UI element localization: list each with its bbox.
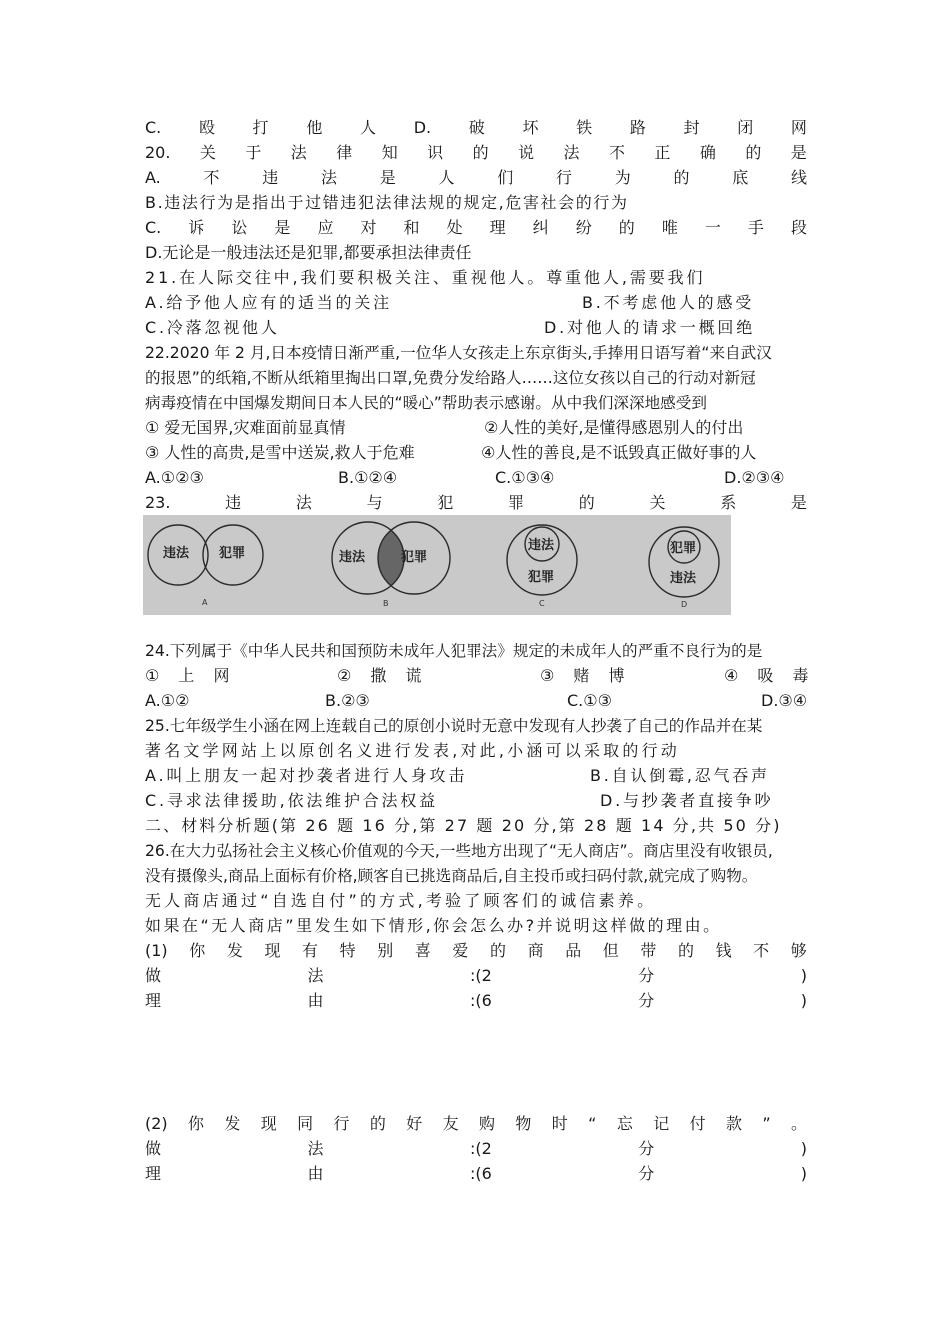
q23-stem-token: 法 (295, 493, 312, 512)
q20-stem-token: 法 (290, 143, 307, 162)
q20-option-a-token: 违 (262, 168, 279, 187)
q20-option-c-token: 纠 (532, 218, 549, 237)
q26-sub-2-token: (2) (145, 1114, 168, 1133)
q20-option-a-token: A. (145, 168, 161, 187)
q20-option-a-token: 人 (438, 168, 455, 187)
option-a-caption: A (202, 598, 208, 607)
q24-answer-a: A.①② (145, 691, 190, 710)
q26-sub-1-token: 发 (226, 941, 243, 960)
q26-sub-2-reason-token: 理 (145, 1164, 162, 1183)
q22-option-1: ① 爱无国界,灾难面前显真情 (145, 418, 346, 437)
q26-sub-1-token: 带 (640, 941, 657, 960)
q19-options-cd-token: 闭 (737, 118, 754, 137)
q20-stem-token: 的 (472, 143, 489, 162)
q26-sub-1-token: 商 (527, 941, 544, 960)
q20-stem-token: 识 (427, 143, 444, 162)
q25-option-d: D.与抄袭者直接争吵 (600, 791, 774, 810)
option-a-right-label: 犯罪 (219, 546, 246, 561)
q26-sub-2-token: 购 (479, 1114, 496, 1133)
q22-option-4: ④人性的善良,是不诋毁真正做好事的人 (481, 443, 757, 462)
q19-options-cd (145, 116, 807, 140)
q24-option-1: ① 上 网 (145, 666, 230, 685)
q23-stem-token: 违 (225, 493, 242, 512)
q26-sub-2-token: 忘 (616, 1114, 633, 1133)
q26-sub-1-token: 的 (677, 941, 694, 960)
option-c-inner-label: 违法 (528, 538, 555, 553)
q26-sub-2-method-token: ) (800, 1139, 807, 1158)
q26-sub-2-reason (145, 1162, 807, 1186)
q20-option-a-token: 底 (732, 168, 749, 187)
q19-options-cd-token: 路 (629, 118, 646, 137)
q20-stem (145, 141, 807, 165)
q20-option-a-token: 的 (673, 168, 690, 187)
q23-stem-token: 与 (366, 493, 383, 512)
q26-sub-2-method-token: 做 (145, 1139, 162, 1158)
q26-sub-1-reason-token: :(6 (469, 991, 492, 1010)
q20-option-c-token: C. (145, 218, 162, 237)
q26-sub-2-reason-token: ) (800, 1164, 807, 1183)
q26-sub-2-token: 时 (551, 1114, 568, 1133)
q26-sub-2 (145, 1112, 807, 1136)
option-d-outer-circle (649, 527, 719, 597)
q26-sub-1-token: 特 (339, 941, 356, 960)
q26-sub-2-token: 付 (689, 1114, 706, 1133)
q24-option-4: ④ 吸 毒 (724, 666, 809, 685)
q24-stem: 24.下列属于《中华人民共和国预防未成年人犯罪法》规定的未成年人的严重不良行为的是 (145, 642, 763, 660)
q26-sub-1-method-token: ) (800, 966, 807, 985)
q26-sub-2-method-token: 法 (307, 1139, 324, 1158)
venn-diagram-svg (143, 515, 731, 615)
q19-options-cd-token: 打 (252, 118, 269, 137)
q26-sub-1-token: 爱 (452, 941, 469, 960)
option-c-outer-label: 犯罪 (528, 570, 555, 585)
option-d-outer-label: 违法 (670, 571, 697, 586)
q20-option-c-token: 手 (747, 218, 764, 237)
q26-sub-2-token: 款 (725, 1114, 742, 1133)
q23-stem-token: 犯 (437, 493, 454, 512)
q19-options-cd-token: 人 (360, 118, 377, 137)
q24-option-2: ② 撒 谎 (337, 666, 422, 685)
q26-sub-1-reason-token: 分 (638, 991, 655, 1010)
q20-stem-token: 确 (699, 143, 716, 162)
q20-option-a-token: 是 (379, 168, 396, 187)
q26-sub-2-token: 友 (442, 1114, 459, 1133)
q26-sub-2-token: 发 (224, 1114, 241, 1133)
q26-sub-2-token: 的 (369, 1114, 386, 1133)
q20-option-a-token: 线 (790, 168, 807, 187)
q26-stem-line-1: 26.在大力弘扬社会主义核心价值观的今天,一些地方出现了“无人商店”。商店里没有收银员, (145, 842, 773, 860)
q26-stem-line-3: 无人商店通过“自选自付”的方式,考验了顾客们的诚信素养。 (145, 891, 657, 910)
q20-option-c-token: 讼 (231, 218, 248, 237)
q20-option-c-token: 一 (704, 218, 721, 237)
q23-stem-token: 的 (578, 493, 595, 512)
q19-options-cd-token: 网 (790, 118, 807, 137)
q26-sub-2-token: 记 (653, 1114, 670, 1133)
q20-option-c-token: 纷 (575, 218, 592, 237)
q26-sub-2-reason-token: 分 (638, 1164, 655, 1183)
option-b-right-label: 犯罪 (401, 550, 428, 565)
q21-option-c: C.冷落忽视他人 (145, 318, 280, 337)
q26-sub-1-reason (145, 989, 807, 1013)
q20-stem-token: 正 (654, 143, 671, 162)
q20-stem-token: 律 (336, 143, 353, 162)
q26-sub-2-token: 。 (790, 1114, 807, 1133)
q26-sub-1-reason-token: ) (800, 991, 807, 1010)
q20-option-c-token: 和 (403, 218, 420, 237)
q26-sub-2-token: “ (588, 1114, 597, 1133)
q25-stem-line-2: 著名文学网站上以原创名义进行发表,对此,小涵可以采取的行动 (145, 741, 680, 760)
q20-stem-token: 说 (518, 143, 535, 162)
q20-option-c-token: 理 (489, 218, 506, 237)
q21-option-b: B.不考虑他人的感受 (582, 293, 755, 312)
section-2-heading: 二、材料分析题(第 26 题 16 分,第 27 题 20 分,第 28 题 14 分,共 50 分) (145, 816, 782, 835)
q25-stem-line-1: 25.七年级学生小涵在网上连载自己的原创小说时无意中发现有人抄袭了自己的作品并在某 (145, 717, 763, 735)
q26-sub-2-method (145, 1137, 807, 1161)
q26-sub-1-token: (1) (145, 941, 168, 960)
q26-sub-1-token: 有 (302, 941, 319, 960)
q26-sub-2-method-token: :(2 (469, 1139, 492, 1158)
q20-option-a-token: 法 (320, 168, 337, 187)
q26-stem-line-4: 如果在“无人商店”里发生如下情形,你会怎么办?并说明这样做的理由。 (145, 916, 722, 935)
q24-answer-b: B.②③ (325, 691, 370, 710)
q22-stem-line-1: 22.2020 年 2 月,日本疫情日渐严重,一位华人女孩走上东京街头,手捧用日语写着“来自武汉 (145, 344, 772, 362)
q22-answer-c: C.①③④ (495, 468, 555, 487)
q20-option-c-token: 诉 (188, 218, 205, 237)
q26-sub-1-token: 别 (377, 941, 394, 960)
q20-option-c-token: 处 (446, 218, 463, 237)
q19-options-cd-token: 坏 (522, 118, 539, 137)
q20-option-c-token: 是 (274, 218, 291, 237)
q20-option-c (145, 216, 807, 240)
q21-option-a: A.给予他人应有的适当的关注 (145, 293, 392, 312)
q26-sub-2-token: 同 (297, 1114, 314, 1133)
q26-sub-1 (145, 939, 807, 963)
q26-sub-2-token: 物 (515, 1114, 532, 1133)
option-c-caption: C (539, 599, 545, 608)
q26-sub-1-token: 的 (490, 941, 507, 960)
q25-option-b: B.自认倒霉,忍气吞声 (590, 766, 770, 785)
q20-option-d: D.无论是一般违法还是犯罪,都要承担法律责任 (145, 243, 472, 262)
q19-options-cd-token: 破 (468, 118, 485, 137)
q23-stem-token: 23. (145, 493, 171, 512)
q21-stem: 21.在人际交往中,我们要积极关注、重视他人。尊重他人,需要我们 (145, 268, 706, 287)
q20-stem-token: 关 (199, 143, 216, 162)
q19-options-cd-token: D. (413, 118, 432, 137)
q26-sub-1-token: 喜 (414, 941, 431, 960)
q19-options-cd-token: C. (145, 118, 162, 137)
q26-sub-1-method-token: 做 (145, 966, 162, 985)
q22-answer-b: B.①②④ (338, 468, 398, 487)
q26-sub-1-token: 钱 (715, 941, 732, 960)
q20-option-c-token: 的 (618, 218, 635, 237)
q20-stem-token: 于 (245, 143, 262, 162)
q22-answer-a: A.①②③ (145, 468, 204, 487)
q26-sub-1-method-token: 分 (638, 966, 655, 985)
q26-sub-1-token: 够 (790, 941, 807, 960)
q26-sub-2-method-token: 分 (638, 1139, 655, 1158)
q20-option-a-token: 为 (614, 168, 631, 187)
q20-option-c-token: 段 (790, 218, 807, 237)
q25-option-a: A.叫上朋友一起对抄袭者进行人身攻击 (145, 766, 468, 785)
option-b-left-label: 违法 (339, 550, 366, 565)
q20-stem-token: 的 (745, 143, 762, 162)
q23-stem (145, 491, 807, 515)
q24-answer-d: D.③④ (761, 691, 808, 710)
q26-sub-1-token: 你 (189, 941, 206, 960)
q26-sub-1-method-token: :(2 (469, 966, 492, 985)
q19-options-cd-token: 他 (306, 118, 323, 137)
q26-sub-2-reason-token: 由 (307, 1164, 324, 1183)
q22-stem-line-2: 的报恩”的纸箱,不断从纸箱里掏出口罩,免费分发给路人……这位女孩以自己的行动对新冠 (145, 369, 756, 387)
q26-sub-1-method (145, 964, 807, 988)
q19-options-cd-token: 殴 (198, 118, 215, 137)
q26-sub-2-token: ” (762, 1114, 771, 1133)
q26-sub-2-token: 好 (406, 1114, 423, 1133)
q26-sub-1-method-token: 法 (307, 966, 324, 985)
q20-option-a-token: 们 (497, 168, 514, 187)
q26-sub-1-reason-token: 理 (145, 991, 162, 1010)
q24-option-3: ③ 赌 博 (540, 666, 625, 685)
q26-stem-line-2: 没有摄像头,商品上面标有价格,顾客自已挑选商品后,自主投币或扫码付款,就完成了购物。 (145, 867, 758, 885)
q26-sub-2-token: 行 (333, 1114, 350, 1133)
q23-stem-token: 系 (720, 493, 737, 512)
venn-diagram-figure (143, 515, 731, 615)
option-d-inner-label: 犯罪 (670, 541, 697, 556)
q24-answer-c: C.①③ (567, 691, 612, 710)
option-b-caption: B (383, 599, 389, 608)
q26-sub-1-token: 不 (753, 941, 770, 960)
q26-sub-2-reason-token: :(6 (469, 1164, 492, 1183)
q26-sub-1-token: 但 (602, 941, 619, 960)
q22-option-2: ②人性的美好,是懂得感恩别人的付出 (484, 418, 744, 437)
q19-options-cd-token: 铁 (576, 118, 593, 137)
q25-option-c: C.寻求法律援助,依法维护合法权益 (145, 791, 438, 810)
q20-option-a-token: 不 (203, 168, 220, 187)
q26-sub-2-token: 你 (188, 1114, 205, 1133)
q19-options-cd-token: 封 (683, 118, 700, 137)
q22-stem-line-3: 病毒疫情在中国爆发期间日本人民的“暖心”帮助表示感谢。从中我们深深地感受到 (145, 394, 707, 412)
q20-option-c-token: 唯 (661, 218, 678, 237)
q26-sub-1-token: 品 (565, 941, 582, 960)
q20-option-c-token: 应 (317, 218, 334, 237)
q23-stem-token: 罪 (508, 493, 525, 512)
q26-sub-1-reason-token: 由 (307, 991, 324, 1010)
q20-option-a (145, 166, 807, 190)
q20-stem-token: 知 (381, 143, 398, 162)
q21-option-d: D.对他人的请求一概回绝 (544, 318, 756, 337)
q23-stem-token: 是 (790, 493, 807, 512)
q26-sub-2-token: 现 (260, 1114, 277, 1133)
q20-stem-token: 法 (563, 143, 580, 162)
q20-option-a-token: 行 (555, 168, 572, 187)
q20-stem-token: 是 (790, 143, 807, 162)
q23-stem-token: 关 (649, 493, 666, 512)
q20-stem-token: 20. (145, 143, 171, 162)
q20-option-c-token: 对 (360, 218, 377, 237)
option-a-left-label: 违法 (163, 546, 190, 561)
q20-option-b: B.违法行为是指出于过错违犯法律法规的规定,危害社会的行为 (145, 193, 629, 212)
q22-answer-d: D.②③④ (724, 468, 785, 487)
q20-stem-token: 不 (608, 143, 625, 162)
option-d-caption: D (681, 600, 688, 609)
q22-option-3: ③ 人性的高贵,是雪中送炭,救人于危难 (145, 443, 415, 462)
q26-sub-1-token: 现 (264, 941, 281, 960)
